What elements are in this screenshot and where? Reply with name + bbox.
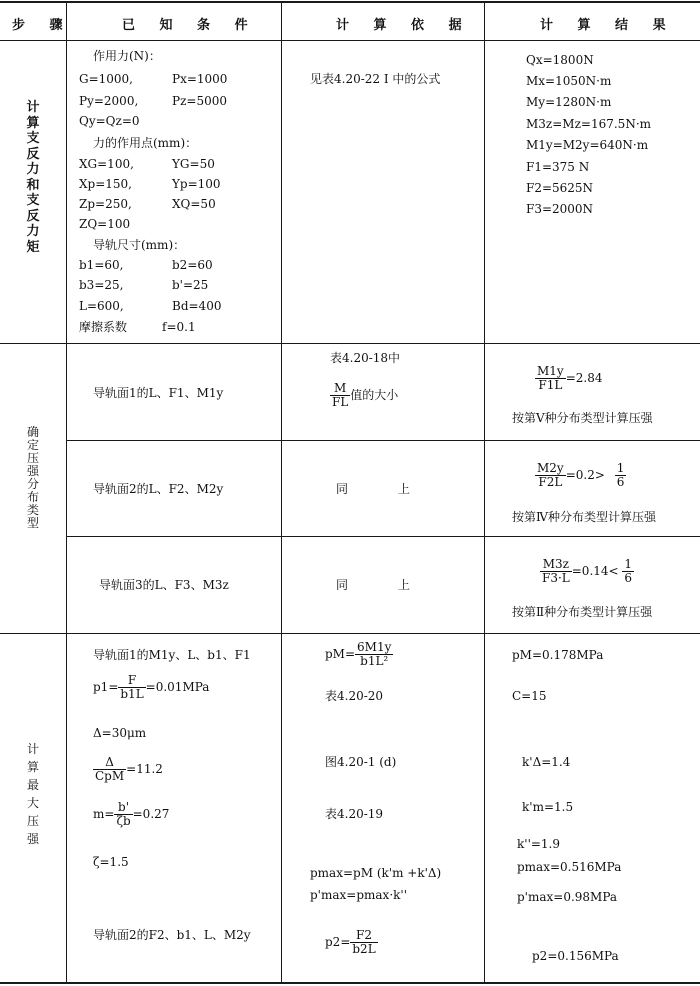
s3-basis-1-den: b1L² (360, 654, 389, 669)
s3-known-2-num: F (118, 674, 145, 688)
s3-basis-7-lhs: p2= (325, 935, 351, 950)
s3-known-1: 导轨面1的M1y、L、b1、F1 (93, 648, 251, 662)
s3-basis-6: p'max=pmax·k'' (310, 888, 408, 902)
s2-row1-result-ratio (535, 365, 602, 392)
known-Pz: Pz=5000 (172, 94, 227, 108)
s3-basis-1-num: 6M1y (357, 640, 392, 654)
known-Zp: Zp=250, (79, 197, 132, 211)
s2-row1-result-num: M1y (537, 364, 564, 378)
known-G: G=1000, (79, 72, 133, 86)
header-step: 步 骤 (12, 18, 73, 33)
s3-result-8: p2=0.156MPa (532, 949, 619, 963)
known-friction-value: f=0.1 (162, 320, 196, 334)
result-F2: F2=5625N (526, 181, 594, 195)
result-F3: F3=2000N (526, 202, 594, 216)
col-divider-1 (66, 1, 67, 983)
s3-basis-3: 图4.20-1 (d) (325, 755, 397, 769)
s3-known-5-num: b' (114, 801, 132, 815)
bottom-border (0, 982, 700, 984)
s2-row3-result-text: 按第Ⅱ种分布类型计算压强 (512, 605, 653, 619)
s3-known-3: Δ=30μm (93, 726, 147, 740)
s3-basis-1 (325, 641, 393, 668)
s2-row3-result-den: F3·L (542, 571, 570, 586)
s3-result-4: k'm=1.5 (522, 800, 574, 814)
section1-basis: 见表4.20-22 I 中的公式 (310, 72, 441, 86)
s3-known-5-val: =0.27 (132, 807, 170, 822)
s2-row3-result-frac-num: 1 (624, 557, 633, 571)
s3-known-2 (93, 674, 209, 701)
s3-basis-7 (325, 929, 378, 956)
s2-row3-result-num: M3z (540, 558, 572, 572)
s3-known-7: 导轨面2的F2、b1、L、M2y (93, 928, 251, 942)
s2-row2-known: 导轨面2的L、F2、M2y (93, 482, 224, 496)
s2-row2-result-num: M2y (537, 461, 564, 475)
s2-row2-result-text: 按第Ⅳ种分布类型计算压强 (512, 510, 656, 524)
s2-row1-basis-line1: 表4.20-18中 (330, 351, 401, 365)
s2-row1-basis-ratio (330, 382, 398, 409)
known-friction-label: 摩擦系数 (79, 320, 128, 334)
s3-result-2: C=15 (512, 689, 547, 703)
s3-known-6: ζ=1.5 (93, 855, 129, 869)
result-My: My=1280N·m (526, 95, 612, 109)
s3-known-5 (93, 801, 169, 828)
result-M3z: M3z=Mz=167.5N·m (526, 117, 652, 131)
s3-result-7: p'max=0.98MPa (517, 890, 618, 904)
header-rule (0, 40, 700, 41)
s2-row1-result-den: F1L (538, 378, 563, 393)
s3-basis-7-num: F2 (350, 929, 377, 943)
known-Px: Px=1000 (172, 72, 228, 86)
s3-known-5-den: ζb (116, 814, 131, 829)
known-rail-heading: 导轨尺寸(mm)： (93, 238, 186, 252)
s2-row2-basis: 同 上 (336, 482, 410, 496)
result-F1: F1=375 N (526, 160, 590, 174)
s3-basis-2: 表4.20-20 (325, 689, 384, 703)
s2-row1-basis-num: M (330, 382, 350, 396)
section3-step-label: 计算最大压强 (26, 742, 39, 846)
known-Py: Py=2000, (79, 94, 139, 108)
s3-known-5-lhs: m= (93, 807, 115, 822)
s2-row1-result-text: 按第Ⅴ种分布类型计算压强 (512, 411, 653, 425)
s3-result-5: k''=1.9 (517, 837, 561, 851)
header-known: 已 知 条 件 (122, 18, 258, 33)
known-b1: b1=60, (79, 258, 124, 272)
known-XG: XG=100, (79, 157, 134, 171)
result-M1y: M1y=M2y=640N·m (526, 138, 649, 152)
known-L: L=600, (79, 299, 124, 313)
s2-row3-result-frac-den: 6 (624, 571, 633, 586)
known-Qy-Qz: Qy=Qz=0 (79, 114, 140, 128)
known-b3: b3=25, (79, 278, 124, 292)
col-divider-2 (281, 1, 282, 983)
s2-row2-result-ratio (535, 462, 626, 489)
s2-row3-result-ratio (540, 558, 634, 585)
known-Xp: Xp=150, (79, 177, 132, 191)
col-divider-3 (484, 1, 485, 983)
s2-row1-basis-den: FL (332, 395, 349, 410)
known-b2: b2=60 (172, 258, 213, 272)
known-Yp: Yp=100 (172, 177, 221, 191)
s2-row3-result-val: =0.14< (571, 564, 619, 579)
section2-step-label: 确定压强分布类型 (26, 425, 39, 530)
known-ZQ: ZQ=100 (79, 217, 131, 231)
s3-known-2-val: =0.01MPa (145, 680, 210, 695)
known-force-heading: 作用力(N)： (93, 49, 161, 63)
section2-rule (0, 633, 700, 634)
s3-known-4-val: =11.2 (126, 762, 163, 777)
s3-known-4 (93, 756, 163, 783)
section1-rule (0, 343, 700, 344)
known-XQ: XQ=50 (172, 197, 216, 211)
result-Mx: Mx=1050N·m (526, 74, 612, 88)
s2-row1-known: 导轨面1的L、F1、M1y (93, 386, 224, 400)
row3-rule (66, 536, 700, 537)
s3-result-3: k'Δ=1.4 (522, 755, 571, 769)
s2-row2-result-frac-den: 6 (616, 475, 625, 490)
s3-result-1: pM=0.178MPa (512, 648, 604, 662)
s2-row2-result-den: F2L (538, 475, 563, 490)
s2-row2-result-val: =0.2> (565, 468, 605, 483)
header-result: 计 算 结 果 (540, 18, 676, 33)
s2-row3-basis: 同 上 (336, 578, 410, 592)
s3-basis-5: pmax=pM (k'm +k'Δ) (310, 866, 442, 880)
known-b-prime: b'=25 (172, 278, 209, 292)
known-Bd: Bd=400 (172, 299, 222, 313)
s3-basis-4: 表4.20-19 (325, 807, 384, 821)
known-point-heading: 力的作用点(mm)： (93, 136, 198, 150)
s3-result-6: pmax=0.516MPa (517, 860, 622, 874)
header-basis: 计 算 依 据 (336, 18, 472, 33)
s2-row1-basis-tail: 值的大小 (350, 388, 399, 403)
known-YG: YG=50 (172, 157, 215, 171)
s2-row2-result-frac-num: 1 (616, 461, 625, 475)
s2-row1-result-val: =2.84 (565, 371, 603, 386)
section1-step-label: 计算支反力和支反力矩 (26, 100, 40, 255)
s3-known-2-lhs: p1= (93, 680, 119, 695)
s3-known-4-den: CpM (95, 769, 125, 784)
s3-known-2-den: b1L (120, 687, 144, 702)
top-border (0, 1, 700, 3)
s2-row3-known: 导轨面3的L、F3、M3z (99, 578, 229, 592)
result-Qx: Qx=1800N (526, 53, 594, 67)
row2-rule (66, 440, 700, 441)
s3-basis-7-den: b2L (352, 942, 376, 957)
s3-known-4-num: Δ (93, 756, 126, 770)
s3-basis-1-lhs: pM= (325, 647, 356, 662)
